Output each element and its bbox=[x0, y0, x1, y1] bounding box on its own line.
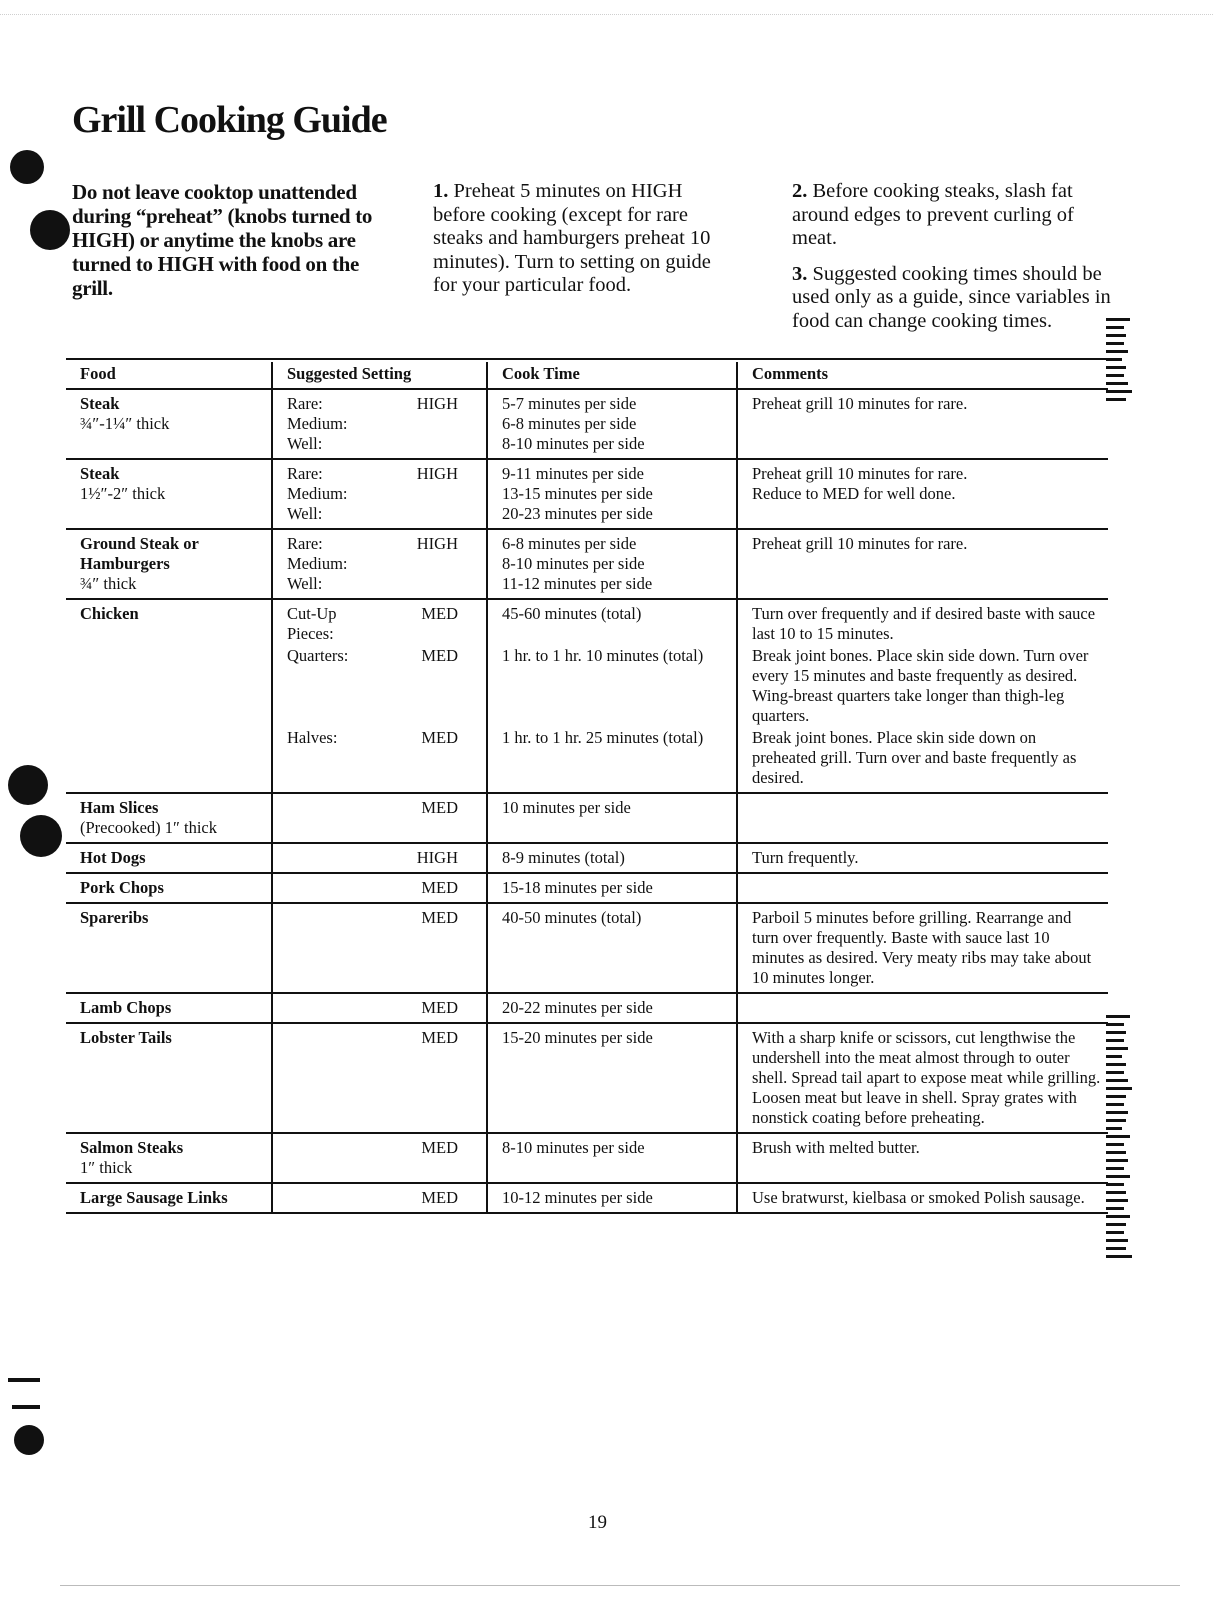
setting-label: Well: bbox=[287, 504, 323, 523]
setting-level: MED bbox=[421, 604, 458, 623]
cook-time: 10 minutes per side bbox=[487, 793, 737, 843]
table-row bbox=[66, 1023, 1108, 1133]
comment: Break joint bones. Place skin side down. Turn over every 15 minutes and baste frequently as desired. Wing-breast quarters take longer than thigh-leg quarters. bbox=[752, 646, 1089, 725]
setting-level: HIGH bbox=[416, 394, 458, 413]
instruction-text: Preheat 5 minutes on HIGH before cooking (except for rare steaks and hamburgers preheat 10 minutes). Turn to setting on guide for your particular food. bbox=[433, 180, 711, 296]
food-detail: ¾″-1¼″ thick bbox=[80, 414, 170, 433]
setting-level: MED bbox=[421, 998, 458, 1017]
cook-time: 13-15 minutes per side bbox=[502, 484, 653, 503]
page-title: Grill Cooking Guide bbox=[72, 99, 387, 141]
table-row bbox=[66, 459, 1108, 529]
setting-level: MED bbox=[421, 1188, 458, 1207]
setting-label: Medium: bbox=[287, 414, 348, 433]
comment: Break joint bones. Place skin side down on preheated grill. Turn over and baste frequently as desired. bbox=[752, 728, 1077, 787]
setting-label: Rare: bbox=[287, 394, 323, 413]
comment: Brush with melted butter. bbox=[737, 1133, 1108, 1183]
setting-level: MED bbox=[421, 646, 458, 665]
comment bbox=[737, 793, 1108, 843]
header-setting: Suggested Setting bbox=[272, 362, 487, 389]
setting-label: Rare: bbox=[287, 534, 323, 553]
cook-time: 8-10 minutes per side bbox=[502, 434, 645, 453]
setting-label: Halves: bbox=[287, 728, 338, 747]
table-row bbox=[66, 793, 1108, 843]
setting-level: MED bbox=[421, 1028, 458, 1047]
comment: Preheat grill 10 minutes for rare. bbox=[752, 534, 968, 553]
instruction-number: 2. bbox=[792, 180, 808, 202]
setting-label: Quarters: bbox=[287, 646, 349, 665]
cook-time: 6-8 minutes per side bbox=[502, 414, 637, 433]
setting-level: MED bbox=[421, 1138, 458, 1157]
setting-label: Well: bbox=[287, 434, 323, 453]
warning-text: Do not leave cooktop unattended during “preheat” (knobs turned to HIGH) or anytime the knobs are turned to HIGH with food on the grill. bbox=[72, 180, 373, 300]
cook-time: 40-50 minutes (total) bbox=[487, 903, 737, 993]
instruction-number: 3. bbox=[792, 262, 808, 285]
instruction-1 bbox=[433, 180, 733, 298]
food-name: Lobster Tails bbox=[80, 1028, 172, 1047]
table-header-row bbox=[66, 362, 1108, 389]
setting-level: MED bbox=[421, 798, 458, 817]
cook-time: 1 hr. to 1 hr. 25 minutes (total) bbox=[502, 728, 704, 747]
instruction-text: Before cooking steaks, slash fat around edges to prevent curling of meat. bbox=[792, 180, 1074, 249]
table-row bbox=[66, 599, 1108, 793]
food-detail: 1½″-2″ thick bbox=[80, 484, 166, 503]
setting-label: Medium: bbox=[287, 554, 348, 573]
setting-level: MED bbox=[421, 908, 458, 927]
grill-cooking-table bbox=[66, 362, 1108, 1214]
setting-label: Well: bbox=[287, 574, 323, 593]
cook-time: 20-22 minutes per side bbox=[487, 993, 737, 1023]
setting-level: HIGH bbox=[416, 534, 458, 553]
instruction-number: 1. bbox=[433, 180, 449, 202]
table-row bbox=[66, 1183, 1108, 1213]
setting-label: Cut-Up Pieces: bbox=[287, 604, 337, 643]
setting-level: MED bbox=[421, 728, 458, 747]
food-name: Ham Slices bbox=[80, 798, 159, 817]
food-name: Chicken bbox=[80, 604, 139, 623]
comment: Use bratwurst, kielbasa or smoked Polish sausage. bbox=[737, 1183, 1108, 1213]
edge-index-bars bbox=[1106, 1015, 1136, 1263]
comment: Reduce to MED for well done. bbox=[752, 484, 956, 503]
punch-hole-mark bbox=[14, 1425, 44, 1455]
comment: With a sharp knife or scissors, cut lengthwise the undershell into the meat almost through to outer shell. Spread tail apart to expose meat while grilling. Loosen meat but leave in shell. Spray grates with nonstick coating before preheating. bbox=[737, 1023, 1108, 1133]
table-row bbox=[66, 903, 1108, 993]
cook-time: 10-12 minutes per side bbox=[487, 1183, 737, 1213]
table-row bbox=[66, 993, 1108, 1023]
punch-hole-mark bbox=[8, 765, 48, 805]
cook-time: 20-23 minutes per side bbox=[502, 504, 653, 523]
cook-time: 5-7 minutes per side bbox=[502, 394, 637, 413]
food-detail: (Precooked) 1″ thick bbox=[80, 818, 217, 837]
food-detail: ¾″ thick bbox=[80, 574, 137, 593]
punch-hole-mark bbox=[20, 815, 62, 857]
cook-time: 11-12 minutes per side bbox=[502, 574, 653, 593]
comment bbox=[737, 993, 1108, 1023]
comment: Parboil 5 minutes before grilling. Rearrange and turn over frequently. Baste with sauce last 10 minutes as desired. Very meaty ribs may take about 10 minutes longer. bbox=[737, 903, 1108, 993]
cook-time: 8-10 minutes per side bbox=[487, 1133, 737, 1183]
cook-time: 9-11 minutes per side bbox=[502, 464, 644, 483]
registration-mark bbox=[12, 1405, 40, 1409]
comment: Preheat grill 10 minutes for rare. bbox=[752, 464, 968, 483]
cook-time: 1 hr. to 1 hr. 10 minutes (total) bbox=[502, 646, 704, 665]
setting-level: MED bbox=[421, 878, 458, 897]
comment: Turn over frequently and if desired baste with sauce last 10 to 15 minutes. bbox=[752, 604, 1096, 643]
setting-label: Medium: bbox=[287, 484, 348, 503]
cook-time: 8-10 minutes per side bbox=[502, 554, 645, 573]
table-row bbox=[66, 873, 1108, 903]
setting-label: Rare: bbox=[287, 464, 323, 483]
food-name: Steak bbox=[80, 464, 120, 483]
food-name: Lamb Chops bbox=[80, 998, 172, 1017]
cook-time: 8-9 minutes (total) bbox=[487, 843, 737, 873]
cook-time: 15-18 minutes per side bbox=[487, 873, 737, 903]
food-name: Large Sausage Links bbox=[80, 1188, 228, 1207]
table-row bbox=[66, 529, 1108, 599]
cook-time: 6-8 minutes per side bbox=[502, 534, 637, 553]
header-cook-time: Cook Time bbox=[487, 362, 737, 389]
food-name: Hot Dogs bbox=[80, 848, 146, 867]
comment: Preheat grill 10 minutes for rare. bbox=[752, 394, 968, 413]
header-comments: Comments bbox=[737, 362, 1108, 389]
food-name: Steak bbox=[80, 394, 120, 413]
punch-hole-mark bbox=[10, 150, 44, 184]
cook-time: 45-60 minutes (total) bbox=[502, 604, 642, 623]
comment bbox=[737, 873, 1108, 903]
food-name: Spareribs bbox=[80, 908, 149, 927]
food-name: Pork Chops bbox=[80, 878, 164, 897]
table-row bbox=[66, 1133, 1108, 1183]
instruction-text: Suggested cooking times should be used only as a guide, since variables in food can change cooking times. bbox=[792, 262, 1111, 332]
table-row bbox=[66, 389, 1108, 459]
table-top-rule bbox=[66, 358, 1108, 360]
food-name: Ground Steak or Hamburgers bbox=[80, 534, 199, 573]
punch-hole-mark bbox=[30, 210, 70, 250]
food-detail: 1″ thick bbox=[80, 1158, 133, 1177]
registration-mark bbox=[8, 1378, 40, 1382]
table-row bbox=[66, 843, 1108, 873]
header-food: Food bbox=[66, 362, 272, 389]
instructions-2-3 bbox=[792, 180, 1112, 333]
bottom-rule bbox=[60, 1585, 1180, 1586]
top-rule bbox=[0, 14, 1213, 15]
food-name: Salmon Steaks bbox=[80, 1138, 184, 1157]
comment: Turn frequently. bbox=[737, 843, 1108, 873]
page-number: 19 bbox=[588, 1512, 607, 1533]
cook-time: 15-20 minutes per side bbox=[487, 1023, 737, 1133]
setting-level: HIGH bbox=[416, 848, 458, 867]
setting-level: HIGH bbox=[416, 464, 458, 483]
